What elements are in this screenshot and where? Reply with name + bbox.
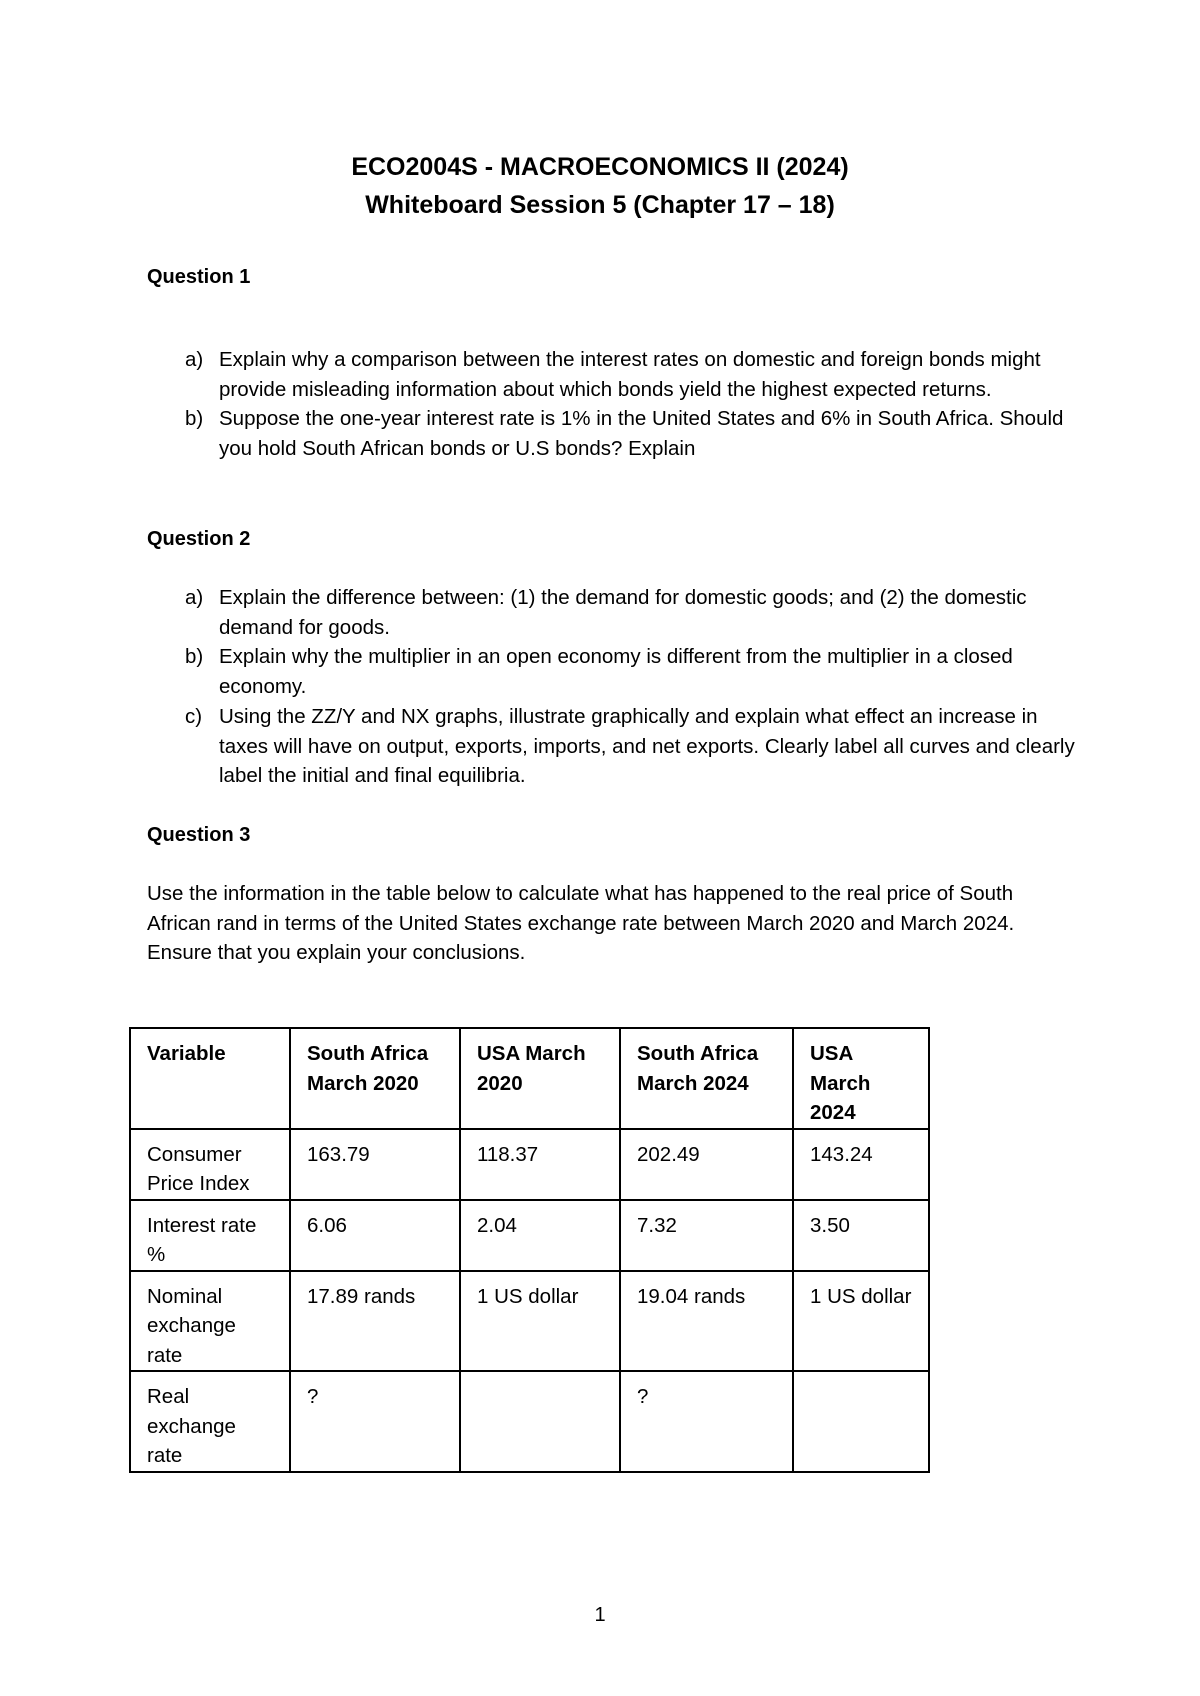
table-row	[130, 1271, 929, 1372]
table-header-cell: South Africa March 2024	[620, 1028, 793, 1129]
document-subtitle: Whiteboard Session 5 (Chapter 17 – 18)	[365, 191, 835, 219]
table-cell: 202.49	[620, 1129, 793, 1200]
table-header-cell: USA March 2024	[793, 1028, 929, 1129]
table-cell: Nominal exchange rate	[130, 1271, 290, 1372]
item-text: Explain the difference between: (1) the demand for domestic goods; and (2) the domestic demand for goods.	[219, 586, 1027, 639]
document-title: ECO2004S - MACROECONOMICS II (2024)	[351, 153, 849, 181]
question-3-heading: Question 3	[147, 824, 251, 846]
table-header-cell: USA March 2020	[460, 1028, 620, 1129]
item-text: Suppose the one-year interest rate is 1% in the United States and 6% in South Africa. Should you hold South African bonds or U.S bonds? Explain	[219, 407, 1064, 461]
table-cell: Consumer Price Index	[130, 1129, 290, 1200]
list-item	[147, 583, 1077, 642]
table-cell: ?	[290, 1371, 460, 1472]
table-cell: 2.04	[460, 1200, 620, 1271]
table-cell: 143.24	[793, 1129, 929, 1200]
exchange-rate-table	[129, 1027, 930, 1473]
table-row	[130, 1200, 929, 1271]
page-number: 1	[594, 1604, 606, 1626]
item-marker: a)	[185, 586, 204, 609]
table-cell: 19.04 rands	[620, 1271, 793, 1372]
table-cell: 7.32	[620, 1200, 793, 1271]
table-cell: 163.79	[290, 1129, 460, 1200]
question-1-list	[147, 345, 1077, 464]
question-1-heading: Question 1	[147, 266, 251, 288]
table-cell: 6.06	[290, 1200, 460, 1271]
list-item	[147, 702, 1077, 791]
table-cell: 1 US dollar	[460, 1271, 620, 1372]
table-cell: Interest rate %	[130, 1200, 290, 1271]
item-marker: c)	[185, 704, 203, 728]
question-2-list	[147, 583, 1077, 791]
table-cell: 17.89 rands	[290, 1271, 460, 1372]
table-cell: ?	[620, 1371, 793, 1472]
table-cell	[793, 1371, 929, 1472]
table-header-cell: Variable	[130, 1028, 290, 1129]
item-text: Explain why the multiplier in an open economy is different from the multiplier in a closed economy.	[219, 645, 1013, 699]
table-header-row	[130, 1028, 929, 1129]
list-item	[147, 642, 1077, 701]
table-cell: Real exchange rate	[130, 1371, 290, 1472]
item-text: Explain why a comparison between the interest rates on domestic and foreign bonds might provide misleading information about which bonds yield the highest expected returns.	[219, 348, 1041, 401]
item-marker: a)	[185, 348, 204, 371]
table-row	[130, 1129, 929, 1200]
question-2-heading: Question 2	[147, 528, 251, 550]
question-3-text: Use the information in the table below to calculate what has happened to the real price of South African rand in terms of the United States exchange rate between March 2020 and March 2024. Ensure that you explain your conclusions.	[147, 882, 1015, 965]
table-cell: 3.50	[793, 1200, 929, 1271]
table-cell: 118.37	[460, 1129, 620, 1200]
list-item	[147, 345, 1077, 404]
item-text: Using the ZZ/Y and NX graphs, illustrate graphically and explain what effect an increase in taxes will have on output, exports, imports, and net exports. Clearly label all curves and clearly label the initial and final equilibria.	[219, 704, 1075, 788]
item-marker: b)	[185, 407, 204, 431]
table-row	[130, 1371, 929, 1472]
list-item	[147, 404, 1077, 463]
table-cell	[460, 1371, 620, 1472]
item-marker: b)	[185, 645, 204, 669]
table-header-cell: South Africa March 2020	[290, 1028, 460, 1129]
table-cell: 1 US dollar	[793, 1271, 929, 1372]
